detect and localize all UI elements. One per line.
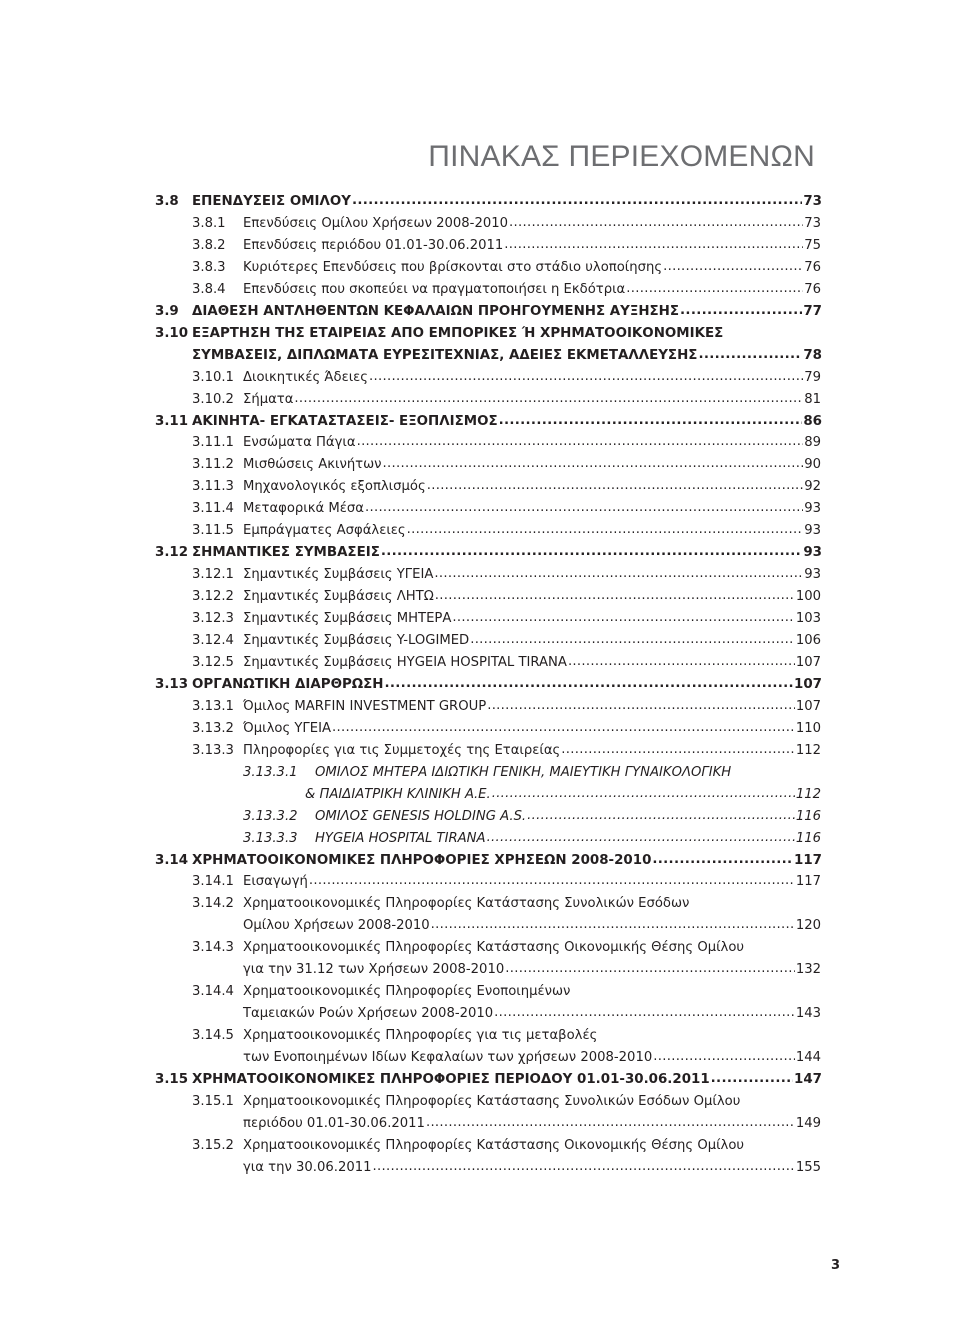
toc-entry-number: 3.14.4 [192,984,234,1000]
toc-entry-number: 3.11.2 [192,457,234,473]
toc-entry-title-continued: των Ενοποιημένων Ιδίων Κεφαλαίων των χρήσεων 2008-2010 [243,1050,653,1066]
toc-entry-page: 107 [795,654,821,670]
toc-entry-title: ΣΗΜΑΝΤΙΚΕΣ ΣΥΜΒΑΣΕΙΣ [192,545,380,561]
toc-entry-number: 3.15.1 [192,1093,234,1109]
toc-dot-leader [561,743,795,757]
toc-entry-number: 3.14.5 [192,1028,234,1044]
toc-entry-page: 147 [794,1072,822,1087]
toc-dot-leader [626,282,803,296]
toc-entry-page: 78 [803,347,822,363]
toc-dot-leader [426,1116,795,1130]
toc-entry [243,1002,821,1022]
toc-entry [192,585,821,605]
toc-dot-leader [504,238,803,252]
toc-entry-page: 155 [795,1159,821,1175]
toc-entry-line [192,936,744,956]
toc-dot-leader [373,1160,795,1174]
toc-entry-page: 107 [794,676,822,692]
toc-entry [155,541,822,561]
toc-dot-leader [494,1006,795,1020]
toc-entry [243,805,821,825]
toc-entry [192,234,821,254]
toc-entry-page: 107 [795,698,821,714]
toc-entry-title: Όμιλος MARFIN INVESTMENT GROUP [243,698,487,714]
toc-dot-leader [652,853,793,867]
toc-entry-title: Χρηματοοικονομικές Πληροφορίες Κατάστασης Συνολικών Εσόδων [243,896,690,912]
toc-dot-leader [385,677,794,691]
toc-entry-title-continued: για την 31.12 των Χρήσεων 2008-2010 [243,962,505,978]
toc-entry-title-continued: περιόδου 01.01-30.06.2011 [243,1115,425,1131]
toc-entry-number: 3.12.4 [192,633,234,648]
toc-entry-page: 112 [795,786,821,802]
toc-entry [192,475,821,495]
toc-entry [192,519,821,539]
toc-entry-number: 3.12 [155,545,189,561]
page-title: ΠΙΝΑΚΑΣ ΠΕΡΙΕΧΟΜΕΝΩΝ [428,140,815,173]
toc-entry-title: Χρηματοοικονομικές Πληροφορίες Κατάστασης Οικονομικής Θέσης Ομίλου [243,940,745,956]
toc-entry-number: 3.15 [155,1072,189,1087]
toc-dot-leader [407,523,804,537]
toc-entry-page: 89 [804,435,821,451]
toc-entry [192,870,821,890]
toc-entry-number: 3.12.5 [192,654,234,670]
toc-entry [192,431,821,451]
toc-entry-page: 77 [803,303,822,319]
toc-entry-number: 3.8.3 [192,259,226,275]
toc-entry-number: 3.13.3 [192,742,234,758]
toc-entry-title: Διοικητικές Άδειες [243,369,369,385]
toc-entry [155,410,822,430]
toc-dot-leader [505,962,795,976]
toc-entry-title: Κυριότερες Επενδύσεις που βρίσκονται στο στάδιο υλοποίησης [243,259,663,275]
toc-entry-number: 3.12.3 [192,611,234,627]
toc-entry-number: 3.14 [155,852,189,868]
toc-entry [192,717,821,737]
toc-entry-line [192,1090,740,1110]
toc-entry-title: ΧΡΗΜΑΤΟΟΙΚΟΝΟΜΙΚΕΣ ΠΛΗΡΟΦΟΡΙΕΣ ΠΕΡΙΟΔΟΥ 01.01-30.06.2011 [192,1072,710,1087]
toc-entry-page: 76 [804,281,821,297]
toc-entry-page: 117 [795,874,821,890]
toc-entry-title: ΕΞΑΡΤΗΣΗ ΤΗΣ ΕΤΑΙΡΕΙΑΣ ΑΠΟ ΕΜΠΟΡΙΚΕΣ Ή ΧΡΗΜΑΤΟΟΙΚΟΝΟΜΙΚΕΣ [192,325,724,341]
toc-entry [192,388,821,408]
toc-dot-leader [309,874,795,888]
toc-entry-line [155,322,723,342]
toc-entry [192,344,822,364]
toc-entry [243,914,821,934]
toc-entry [192,497,821,517]
toc-entry-page: 106 [795,633,821,648]
toc-entry-line [192,892,689,912]
toc-entry-page: 86 [803,413,822,429]
toc-entry-title: Όμιλος ΥΓΕΙΑ [243,720,332,736]
toc-dot-leader [357,435,804,449]
toc-entry [243,958,821,978]
toc-entry-number: 3.13.2 [192,720,234,736]
toc-entry [192,366,821,386]
toc-dot-leader [711,1072,793,1086]
toc-entry-title-continued: ΣΥΜΒΑΣΕΙΣ, ΔΙΠΛΩΜΑΤΑ ΕΥΡΕΣΙΤΕΧΝΙΑΣ, ΑΔΕΙΕΣ ΕΚΜΕΤΑΛΛΕΥΣΗΣ [192,347,698,363]
toc-entry [192,607,821,627]
toc-entry-title: Επενδύσεις περιόδου 01.01-30.06.2011 [243,237,504,253]
toc-entry-page: 120 [795,918,821,934]
toc-entry-page: 132 [795,962,821,978]
toc-entry-number: 3.11.3 [192,479,234,495]
toc-entry [192,453,821,473]
toc-entry-title: Σημαντικές Συμβάσεις ΥΓΕΙΑ [243,567,434,583]
toc-entry [155,300,822,320]
toc-entry-number: 3.8.1 [192,215,226,231]
toc-entry-number: 3.11 [155,413,189,429]
toc-entry-title: Εισαγωγή [243,874,308,890]
toc-entry-page: 144 [795,1050,821,1066]
toc-dot-leader [431,918,795,932]
toc-entry-title: Χρηματοοικονομικές Πληροφορίες Κατάστασης Οικονομικής Θέσης Ομίλου [243,1137,745,1153]
toc-entry-page: 92 [804,479,821,495]
toc-entry-number: 3.11.5 [192,523,234,539]
toc-entry-title: Σημαντικές Συμβάσεις ΜΗΤΕΡΑ [243,611,452,627]
toc-entry [192,651,821,671]
toc-entry [305,783,821,803]
toc-entry-title-continued: για την 30.06.2011 [243,1159,372,1175]
toc-dot-leader [332,721,795,735]
toc-entry-title: Σημαντικές Συμβάσεις HYGEIA HOSPITAL TIRANA [243,654,567,670]
toc-entry-title: ΑΚΙΝΗΤΑ- ΕΓΚΑΤΑΣΤΑΣΕΙΣ- ΕΞΟΠΛΙΣΜΟΣ [192,413,498,429]
toc-entry-page: 143 [795,1006,821,1022]
toc-dot-leader [698,348,802,362]
toc-entry-title: Επενδύσεις Ομίλου Χρήσεων 2008-2010 [243,215,509,231]
toc-entry-title: Μηχανολογικός εξοπλισμός [243,479,426,495]
toc-entry-page: 116 [795,830,821,846]
toc-dot-leader [383,457,804,471]
toc-dot-leader [509,216,803,230]
toc-entry-number: 3.10 [155,325,189,341]
toc-entry-page: 100 [795,589,821,605]
toc-entry [192,695,821,715]
toc-dot-leader [680,304,802,318]
toc-entry-title: ΟΜΙΛΟΣ ΜΗΤΕΡΑ ΙΔΙΩΤΙΚΗ ΓΕΝΙΚΗ, ΜΑΙΕΥΤΙΚΗ ΓΥΝΑΙΚΟΛΟΓΙΚΗ [315,764,732,780]
toc-entry-title: ΔΙΑΘΕΣΗ ΑΝΤΛΗΘΕΝΤΩΝ ΚΕΦΑΛΑΙΩΝ ΠΡΟΗΓΟΥΜΕΝΗΣ ΑΥΞΗΣΗΣ [192,303,680,319]
toc-entry-number: 3.13.1 [192,698,234,714]
toc-dot-leader [492,787,795,801]
toc-entry-number: 3.8.2 [192,237,226,253]
toc-entry [155,849,822,869]
toc-entry-title: Πληροφορίες για τις Συμμετοχές της Εταιρείας [243,742,561,758]
toc-entry-page: 116 [795,808,821,824]
toc-entry-title: Εμπράγματες Ασφάλειες [243,523,406,539]
toc-entry [243,827,821,847]
toc-entry-page: 73 [803,194,822,209]
toc-entry-line [192,1134,744,1154]
toc-entry-page: 117 [794,852,822,868]
toc-dot-leader [663,260,803,274]
toc-entry [192,278,821,298]
toc-dot-leader [653,1050,795,1064]
toc-entry-title-continued: Ταμειακών Ροών Χρήσεων 2008-2010 [243,1006,494,1022]
toc-entry-title: Μισθώσεις Ακινήτων [243,457,382,473]
toc-entry-title: Χρηματοοικονομικές Πληροφορίες Ενοποιημένων [243,984,571,1000]
toc-entry-title: Σημαντικές Συμβάσεις ΛΗΤΩ [243,589,434,605]
toc-entry-line [192,980,570,1000]
toc-entry-page: 103 [795,611,821,627]
toc-entry-number: 3.13 [155,676,189,692]
toc-entry-page: 75 [804,237,821,253]
toc-entry-title: ΟΡΓΑΝΩΤΙΚΗ ΔΙΑΡΘΡΩΣΗ [192,676,384,692]
toc-entry-title: Σημαντικές Συμβάσεις Y-LOGIMED [243,633,470,648]
toc-entry-number: 3.13.3.1 [243,764,298,780]
toc-entry-title: Επενδύσεις που σκοπεύει να πραγματοποιήσει η Εκδότρια [243,281,626,297]
toc-entry [155,673,822,693]
toc-entry-number: 3.9 [155,303,179,319]
toc-entry-number: 3.14.3 [192,940,234,956]
toc-entry-title: Σήματα [243,391,294,407]
toc-entry-number: 3.12.1 [192,567,234,583]
toc-entry-line [243,761,731,781]
toc-entry [192,739,821,759]
toc-entry [243,1112,821,1132]
toc-entry-title: ΧΡΗΜΑΤΟΟΙΚΟΝΟΜΙΚΕΣ ΠΛΗΡΟΦΟΡΙΕΣ ΧΡΗΣΕΩΝ 2008-2010 [192,852,652,868]
toc-entry-number: 3.14.1 [192,874,234,890]
toc-dot-leader [487,831,795,845]
toc-entry-title-continued: Ομίλου Χρήσεων 2008-2010 [243,918,430,934]
toc-entry-title: ΟΜΙΛΟΣ GENESIS HOLDING A.S. [315,808,527,824]
toc-entry-number: 3.11.1 [192,435,234,451]
toc-entry-page: 90 [804,457,821,473]
toc-dot-leader [470,633,795,647]
toc-entry-title: Μεταφορικά Μέσα [243,501,364,517]
toc-entry-page: 73 [804,215,821,231]
toc-dot-leader [487,699,795,713]
toc-dot-leader [365,501,803,515]
toc-entry-title: Ενσώματα Πάγια [243,435,356,451]
toc-entry-page: 93 [804,567,821,583]
toc-entry-page: 93 [804,501,821,517]
toc-entry-number: 3.12.2 [192,589,234,605]
toc-entry [192,629,821,649]
page-number: 3 [831,1258,841,1273]
toc-entry-number: 3.8 [155,194,179,209]
toc-entry-number: 3.8.4 [192,281,226,297]
toc-entry-title: ΕΠΕΝΔΥΣΕΙΣ ΟΜΙΛΟΥ [192,194,351,209]
toc-dot-leader [527,809,795,823]
toc-entry [155,1068,822,1088]
toc-entry-title: Χρηματοοικονομικές Πληροφορίες Κατάστασης Συνολικών Εσόδων Ομίλου [243,1093,741,1109]
toc-entry-title: HYGEIA HOSPITAL TIRANA [315,830,486,846]
toc-entry [192,256,821,276]
toc-entry [243,1156,821,1176]
toc-entry-number: 3.14.2 [192,896,234,912]
toc-entry-title: Χρηματοοικονομικές Πληροφορίες για τις μεταβολές [243,1028,598,1044]
toc-dot-leader [568,655,795,669]
toc-dot-leader [499,414,803,428]
toc-entry-line [192,1024,597,1044]
toc-entry-number: 3.10.2 [192,391,234,407]
toc-entry-number: 3.13.3.3 [243,830,298,846]
toc-dot-leader [381,545,802,559]
toc-entry [192,563,821,583]
toc-dot-leader [435,589,795,603]
toc-entry-page: 76 [804,259,821,275]
toc-entry-number: 3.10.1 [192,369,234,385]
toc-entry-page: 93 [803,545,822,561]
toc-dot-leader [452,611,794,625]
toc-entry [155,190,822,210]
toc-dot-leader [369,370,803,384]
toc-entry-number: 3.15.2 [192,1137,234,1153]
toc-entry [243,1046,821,1066]
toc-entry [192,212,821,232]
toc-entry-page: 112 [795,742,821,758]
toc-dot-leader [427,479,804,493]
toc-entry-page: 81 [804,391,821,407]
toc-dot-leader [434,567,803,581]
toc-entry-page: 110 [795,720,821,736]
toc-dot-leader [352,194,802,208]
toc-entry-number: 3.11.4 [192,501,234,517]
toc-entry-page: 93 [804,523,821,539]
toc-entry-title-continued: & ΠΑΙΔΙΑΤΡΙΚΗ ΚΛΙΝΙΚΗ Α.Ε. [305,786,491,802]
toc-entry-page: 79 [804,369,821,385]
toc-entry-number: 3.13.3.2 [243,808,298,824]
toc-dot-leader [294,392,803,406]
toc-entry-page: 149 [795,1115,821,1131]
